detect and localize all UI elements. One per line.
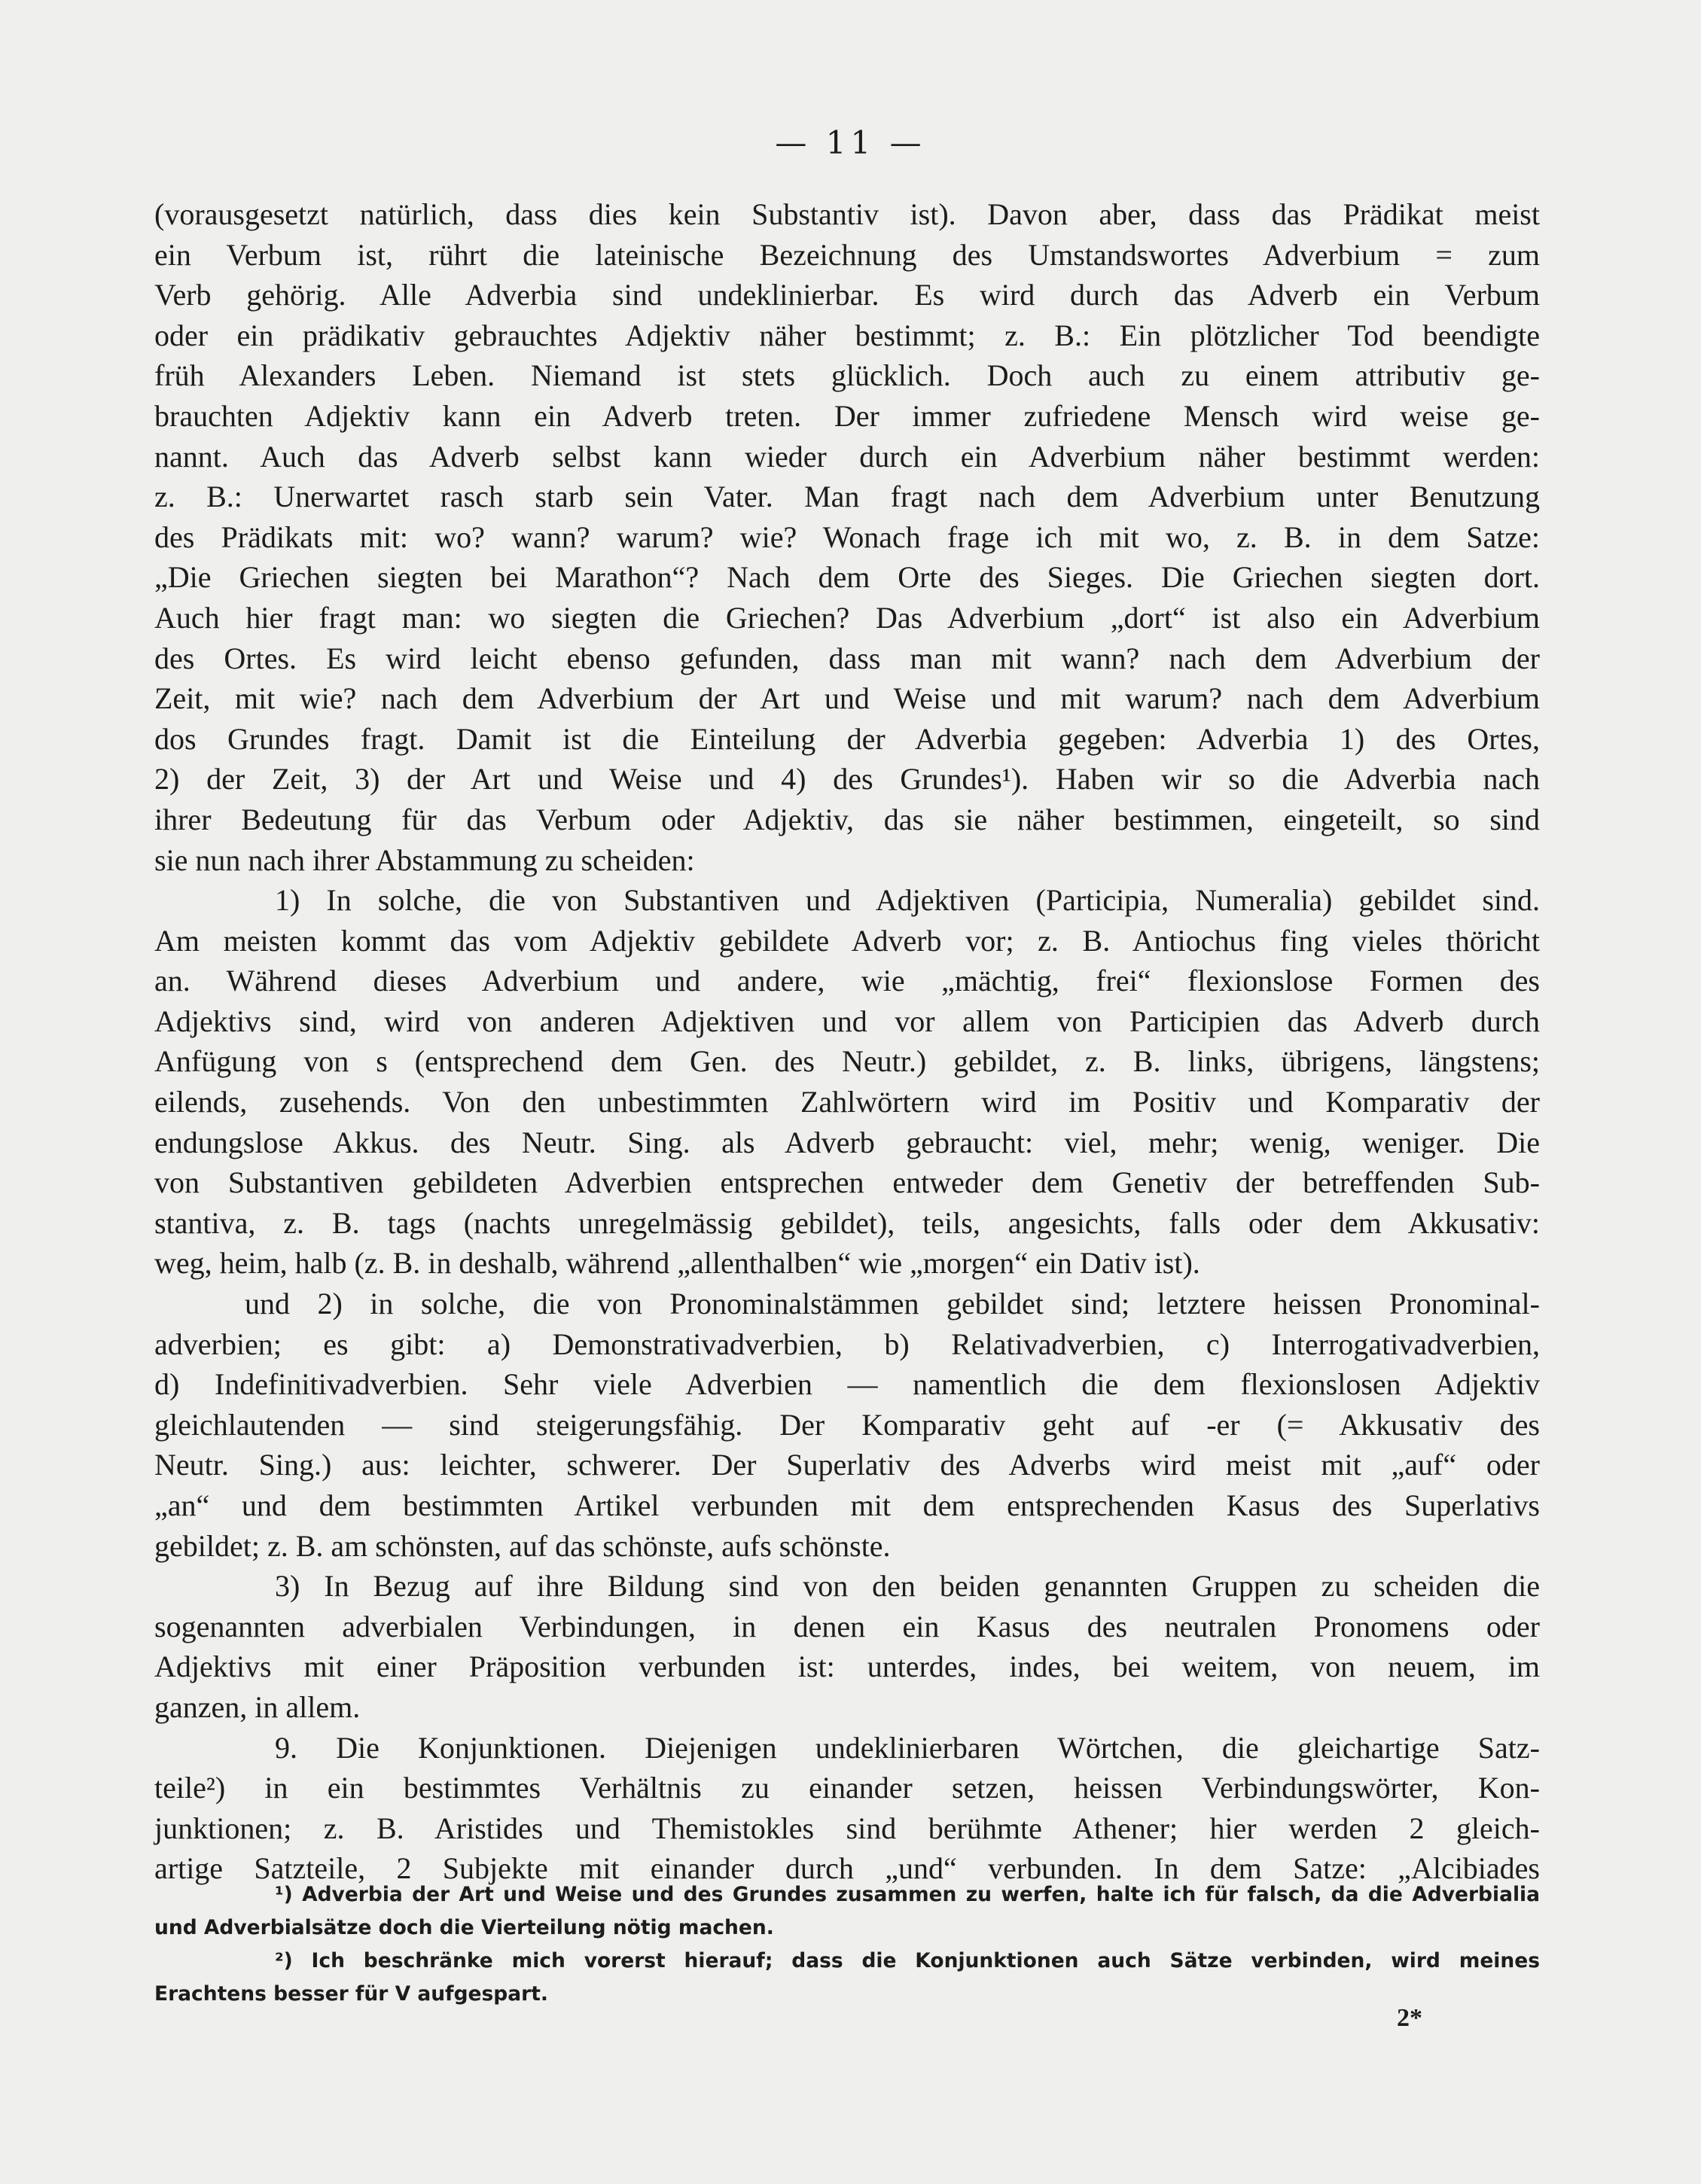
body-text xyxy=(154,194,1540,1889)
text-line: früh Alexanders Leben. Niemand ist stets glücklich. Doch auch zu einem attributiv ge- xyxy=(154,358,1540,393)
text-line: Adjektivs mit einer Präposition verbunden ist: unterdes, indes, bei weitem, von neuem, im xyxy=(154,1649,1540,1684)
text-line: Auch hier fragt man: wo siegten die Griechen? Das Adverbium „dort“ ist also ein Adverbium xyxy=(154,600,1540,635)
text-line: Am meisten kommt das vom Adjektiv gebildete Adverb vor; z. B. Antiochus fing vieles thöricht xyxy=(154,923,1540,958)
text-line: oder ein prädikativ gebrauchtes Adjektiv näher bestimmt; z. B.: Ein plötzlicher Tod beendigte xyxy=(154,318,1540,352)
footnote-line: ¹) Adverbia der Art und Weise und des Grundes zusammen zu werfen, halte ich für falsch, da die Adverbialia xyxy=(275,1883,1540,1906)
text-line: 3) In Bezug auf ihre Bildung sind von den beiden genannten Gruppen zu scheiden die xyxy=(275,1569,1540,1604)
text-line: nannt. Auch das Adverb selbst kann wieder durch ein Adverbium näher bestimmt werden: xyxy=(154,439,1540,474)
text-line: „Die Griechen siegten bei Marathon“? Nach dem Orte des Sieges. Die Griechen siegten dort. xyxy=(154,560,1540,595)
text-line: weg, heim, halb (z. B. in deshalb, während „allenthalben“ wie „morgen“ ein Dativ ist). xyxy=(154,1246,1200,1281)
text-line: des Ortes. Es wird leicht ebenso gefunden, dass man mit wann? nach dem Adverbium der xyxy=(154,641,1540,675)
text-line: „an“ und dem bestimmten Artikel verbunden mit dem entsprechenden Kasus des Superlativs xyxy=(154,1488,1540,1522)
text-line: 2) der Zeit, 3) der Art und Weise und 4) des Grundes¹). Haben wir so die Adverbia nach xyxy=(154,762,1540,797)
text-line: d) Indefinitivadverbien. Sehr viele Adverbien — namentlich die dem flexionslosen Adjektiv xyxy=(154,1367,1540,1402)
text-line: ein Verbum ist, rührt die lateinische Bezeichnung des Umstandswortes Adverbium = zum xyxy=(154,237,1540,272)
text-line: (vorausgesetzt natürlich, dass dies kein Substantiv ist). Davon aber, dass das Prädikat meist xyxy=(154,197,1540,231)
text-line: 1) In solche, die von Substantiven und Adjektiven (Participia, Numeralia) gebildet sind. xyxy=(275,883,1540,918)
text-line: dos Grundes fragt. Damit ist die Einteilung der Adverbia gegeben: Adverbia 1) des Ortes, xyxy=(154,721,1540,756)
text-line: sie nun nach ihrer Abstammung zu scheiden: xyxy=(154,842,695,877)
text-line: gleichlautenden — sind steigerungsfähig. Der Komparativ geht auf -er (= Akkusativ des xyxy=(154,1407,1540,1442)
text-line: Neutr. Sing.) aus: leichter, schwerer. Der Superlativ des Adverbs wird meist mit „auf“ oder xyxy=(154,1448,1540,1482)
text-line: adverbien; es gibt: a) Demonstrativadverbien, b) Relativadverbien, c) Interrogativadverbien, xyxy=(154,1327,1540,1361)
text-line: Anfügung von s (entsprechend dem Gen. des Neutr.) gebildet, z. B. links, übrigens, längstens; xyxy=(154,1044,1540,1079)
text-line: von Substantiven gebildeten Adverbien entsprechen entweder dem Genetiv der betreffenden Sub- xyxy=(154,1165,1540,1200)
signature-mark: 2* xyxy=(1397,2004,1422,2032)
text-line: endungslose Akkus. des Neutr. Sing. als Adverb gebraucht: viel, mehr; wenig, weniger. Die xyxy=(154,1125,1540,1159)
footnote-line: ²) Ich beschränke mich vorerst hierauf; dass die Konjunktionen auch Sätze verbinden, wird meines xyxy=(275,1949,1540,1972)
text-line: Zeit, mit wie? nach dem Adverbium der Art und Weise und mit warum? nach dem Adverbium xyxy=(154,681,1540,716)
text-line: artige Satzteile, 2 Subjekte mit einander durch „und“ verbunden. In dem Satze: „Alcibiades xyxy=(154,1851,1540,1886)
text-line: und 2) in solche, die von Pronominalstämmen gebildet sind; letztere heissen Pronominal- xyxy=(245,1287,1540,1321)
text-line: Verb gehörig. Alle Adverbia sind undeklinierbar. Es wird durch das Adverb ein Verbum xyxy=(154,278,1540,312)
footnote-line: und Adverbialsätze doch die Vierteilung nötig machen. xyxy=(154,1916,774,1939)
text-line: z. B.: Unerwartet rasch starb sein Vater. Man fragt nach dem Adverbium unter Benutzung xyxy=(154,480,1540,514)
text-line: gebildet; z. B. am schönsten, auf das schönste, aufs schönste. xyxy=(154,1528,891,1563)
text-line: stantiva, z. B. tags (nachts unregelmässig gebildet), teils, angesichts, falls oder dem Akkusativ: xyxy=(154,1205,1540,1240)
text-line: eilends, zusehends. Von den unbestimmten Zahlwörtern wird im Positiv und Komparativ der xyxy=(154,1085,1540,1119)
text-line: junktionen; z. B. Aristides und Themistokles sind berühmte Athener; hier werden 2 gleich- xyxy=(154,1811,1540,1845)
text-line: brauchten Adjektiv kann ein Adverb treten. Der immer zufriedene Mensch wird weise ge- xyxy=(154,398,1540,433)
page-number: — 11 — xyxy=(775,124,926,161)
text-line: an. Während dieses Adverbium und andere, wie „mächtig, frei“ flexionslose Formen des xyxy=(154,964,1540,998)
footnote-line: Erachtens besser für V aufgespart. xyxy=(154,1982,548,2006)
text-line: Adjektivs sind, wird von anderen Adjektiven und vor allem von Participien das Adverb durch xyxy=(154,1004,1540,1038)
text-line: ganzen, in allem. xyxy=(154,1689,361,1724)
text-line: teile²) in ein bestimmtes Verhältnis zu einander setzen, heissen Verbindungswörter, Kon- xyxy=(154,1771,1540,1805)
text-line: sogenannten adverbialen Verbindungen, in denen ein Kasus des neutralen Pronomens oder xyxy=(154,1609,1540,1643)
section-heading-line: 9. Die Konjunktionen. Diejenigen undeklinierbaren Wörtchen, die gleichartige Satz- xyxy=(275,1730,1540,1765)
text-line: ihrer Bedeutung für das Verbum oder Adjektiv, das sie näher bestimmen, eingeteilt, so sind xyxy=(154,802,1540,836)
footnotes xyxy=(154,1878,1540,2011)
text-line: des Prädikats mit: wo? wann? warum? wie? Wonach frage ich mit wo, z. B. in dem Satze: xyxy=(154,519,1540,554)
